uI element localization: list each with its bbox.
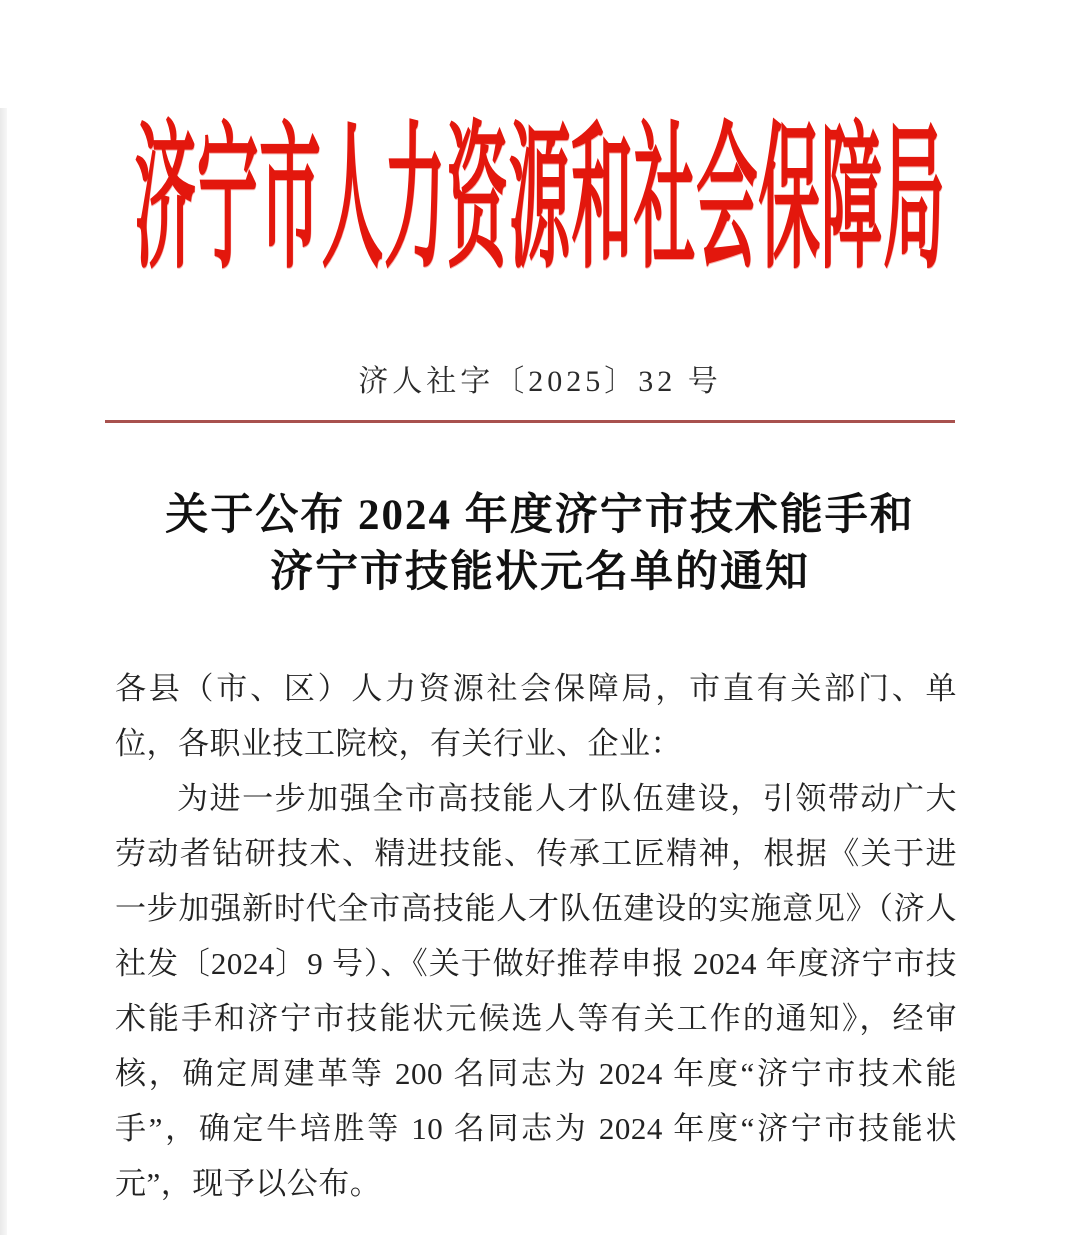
red-header-banner [0, 98, 1080, 288]
document-number: 济人社字〔2025〕32 号 [358, 365, 722, 398]
document-title-line2: 济宁市技能状元名单的通知 [270, 549, 810, 596]
red-divider-line [105, 420, 955, 423]
document-title-line1: 关于公布 2024 年度济宁市技术能手和 [165, 492, 915, 539]
main-paragraph: 为进一步加强全市高技能人才队伍建设，引领带动广大劳动者钻研技术、精进技能、传承工匠精神，根据《关于进一步加强新时代全市高技能人才队伍建设的实施意见》（济人社发〔2024〕9 号）、《关于做好推荐申报 2024 年度济宁市技术能手和济宁市技能状元候选人等有关工作的通知》，经审核，确定周建革等 200 名同志为 2024 年度“济宁市技术能手”，确定牛培胜等 10 名同志为 2024 年度“济宁市技能状元”，现予以公布。 [115, 781, 957, 1201]
agency-name-heading: 济宁市人力资源和社会保障局 [134, 113, 946, 288]
document-body [115, 661, 957, 1211]
salutation-paragraph: 各县（市、区）人力资源社会保障局，市直有关部门、单位，各职业技工院校，有关行业、企业： [115, 671, 957, 761]
page-edge-shading [0, 108, 7, 1235]
document-title [0, 487, 1080, 601]
